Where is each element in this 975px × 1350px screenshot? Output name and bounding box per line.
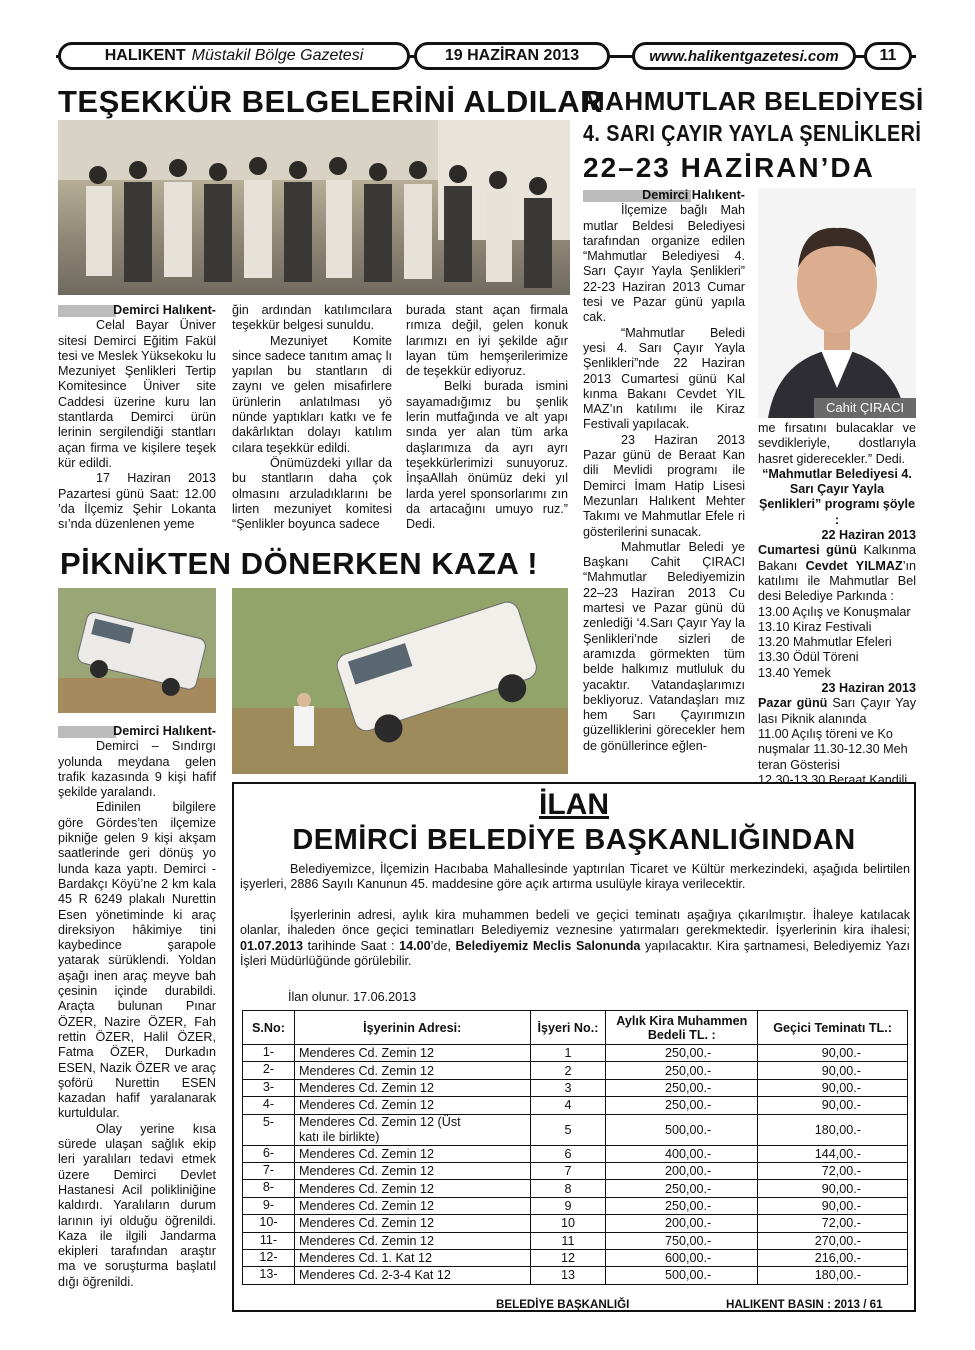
program-day1-text-a: Kalkınma Bakanı — [758, 543, 916, 573]
program-day1-item-5: 13.40 Yemek — [758, 665, 831, 680]
program-day1-text-b: ’ın katılımı ile Mahmutlar Bel desi Belediye Parkında : — [758, 558, 916, 604]
ilan-cell-no: 4 — [530, 1097, 606, 1114]
ilan-cell-no: 1 — [530, 1045, 606, 1062]
ilan-cell-no: 5 — [530, 1114, 606, 1145]
ilan-cell-rent: 250,00.- — [606, 1097, 758, 1114]
article1-col2-p3: Önümüzdeki yıllar da bu stantların daha çok olmasını arzuladıklarını be lirten mezuniyet komitesi “Şenlikler boyunca sadece — [232, 455, 392, 532]
ilan-cell-address: Menderes Cd. Zemin 12 — [294, 1097, 530, 1114]
ilan-cell-no: 3 — [530, 1079, 606, 1096]
website: www.halikentgazetesi.com — [649, 47, 839, 65]
ilan-cell-address: Menderes Cd. Zemin 12 — [294, 1145, 530, 1162]
ilan-cell-no: 9 — [530, 1197, 606, 1214]
program-title: “Mahmutlar Belediyesi 4. Sarı Çayır Yayla Şenlikleri” programı şöyle : — [758, 466, 916, 527]
ilan-cell-address: Menderes Cd. Zemin 12 — [294, 1197, 530, 1214]
ilan-table-row — [243, 1162, 908, 1179]
ilan-cell-sno: 4- — [243, 1097, 295, 1114]
program-day2-text: Sarı Çayır Yay lası Piknik alanında — [758, 696, 916, 726]
ilan-cell-rent: 400,00.- — [606, 1145, 758, 1162]
ilan-cell-sno: 12- — [243, 1249, 295, 1266]
ilan-reference: HALIKENT BASIN : 2013 / 61 — [726, 1298, 883, 1311]
ilan-cell-deposit: 72,00.- — [758, 1215, 908, 1232]
article1-col2-p2: Mezuniyet Komite since sadece tanıtım amaç lı yapılan bu stantların di zaynı ve gelen misafirlere ürünlerin anlatılması yö nünde yaptıkları katkı ve fe dakârlıktan dolayı katılım cılara teşekkür edildi. — [232, 333, 392, 455]
ilan-cell-no: 6 — [530, 1145, 606, 1162]
ilan-cell-address: Menderes Cd. 1. Kat 12 — [294, 1249, 530, 1266]
ilan-table-row — [243, 1079, 908, 1096]
ilan-cell-deposit: 180,00.- — [758, 1114, 908, 1145]
ilan-p2-date: 01.07.2013 — [240, 938, 304, 953]
ilan-table-row — [243, 1232, 908, 1249]
ilan-cell-address: Menderes Cd. Zemin 12 — [294, 1162, 530, 1179]
ilan-cell-deposit: 90,00.- — [758, 1180, 908, 1197]
ilan-table-row — [243, 1062, 908, 1079]
ilan-cell-sno: 3- — [243, 1079, 295, 1096]
ilan-cell-address: Menderes Cd. Zemin 12 — [294, 1232, 530, 1249]
ilan-cell-rent: 250,00.- — [606, 1079, 758, 1096]
accident-photo-1-image — [58, 588, 216, 713]
ilan-cell-deposit: 90,00.- — [758, 1097, 908, 1114]
ilan-table-row — [243, 1114, 908, 1145]
page-number: 11 — [879, 47, 897, 64]
ilan-cell-sno: 13- — [243, 1267, 295, 1284]
ilan-p2-place: Belediyemiz Meclis Salonunda — [455, 938, 641, 953]
accident-photo-2-image — [232, 588, 568, 774]
article3-colA-p2: “Mahmutlar Beledi yesi 4. Sarı Çayır Yayla Şenlikleri”nde 22 Haziran 2013 Cumartesi günü Kal kınma Bakanı Cevdet YIL MAZ’ın katılımı ile Kiraz Festivali yapılacak. — [583, 325, 745, 432]
website-pill — [632, 42, 856, 70]
portrait-photo — [758, 188, 916, 418]
ilan-posted-date: İlan olunur. 17.06.2013 — [288, 990, 417, 1004]
ilan-cell-rent: 250,00.- — [606, 1062, 758, 1079]
ilan-cell-address: Menderes Cd. Zemin 12 — [294, 1079, 530, 1096]
ilan-cell-rent: 200,00.- — [606, 1215, 758, 1232]
article2-p2: Edinilen bilgilere göre Gördes’ten ilçemize pikniğe gelen 9 kişi akşam saatlerinde geri dönüş yo lunda kaza yaptı. Demirci - Bardakçı Köyü’ne 2 km kala 45 R 6249 plakalı Nurettin Esen yönetiminde ki araç direksiyon hâkimiye tini kaybedince şarapole yatarak sürüklendi. Yoldan aşağı inen araç meyve bah çesinin içinde durabildi. Araçta bulunan Pınar ÖZER, Nazire ÖZER, Fah rettin ÖZER, Halil ÖZER, Fatma ÖZER, Durkadın ESEN, Nazik ÖZER ve araç şoförü Nurettin ESEN kazadan hafif yaralanarak kurtuldular. — [58, 800, 216, 1121]
article1-column-2 — [232, 303, 392, 532]
ilan-table-row — [243, 1249, 908, 1266]
ilan-cell-deposit: 270,00.- — [758, 1232, 908, 1249]
ilan-cell-no: 7 — [530, 1162, 606, 1179]
ilan-table-row — [243, 1145, 908, 1162]
paper-subtitle: Müstakil Bölge Gazetesi — [191, 47, 364, 64]
accident-photo-2 — [232, 588, 568, 774]
ilan-cell-sno: 5- — [243, 1114, 295, 1145]
ilan-cell-address: Menderes Cd. Zemin 12 — [294, 1062, 530, 1079]
ilan-cell-rent: 500,00.- — [606, 1267, 758, 1284]
ilan-cell-no: 2 — [530, 1062, 606, 1079]
program-day1-name: Cevdet YILMAZ — [805, 558, 903, 573]
ilan-cell-deposit: 90,00.- — [758, 1062, 908, 1079]
ilan-cell-deposit: 90,00.- — [758, 1197, 908, 1214]
ilan-cell-no: 13 — [530, 1267, 606, 1284]
ilan-cell-rent: 600,00.- — [606, 1249, 758, 1266]
issue-date: 19 HAZİRAN 2013 — [444, 47, 580, 64]
ilan-cell-no: 10 — [530, 1215, 606, 1232]
ilan-table-row — [243, 1045, 908, 1062]
ilan-table-header-row — [243, 1011, 908, 1045]
paper-name: HALIKENT — [104, 47, 186, 64]
ilan-th-no: İşyeri No.: — [530, 1011, 606, 1045]
article2-headline: PİKNİKTEN DÖNERKEN KAZA ! — [60, 546, 539, 581]
ilan-cell-sno: 6- — [243, 1145, 295, 1162]
ilan-table-row — [243, 1197, 908, 1214]
program-day2-item-2: 12.30-13.30 Beraat Kandili — [758, 772, 908, 787]
article1-col1-p1: Celal Bayar Üniver sitesi Demirci Eğitim Fakül tesi ve Meslek Yüksekoku lu Mezuniyet Şenlikleri Tertip Komitesince Üniver site Caddesi üzerine kuru lan stantlarda Demirci ürün lerinin sergilendiği stantları açan firma ve kişilere teşek kür edildi. — [58, 318, 216, 470]
program-day1-item-1: 13.00 Açılış ve Konuşmalar — [758, 604, 911, 619]
program-day1-item-4: 13.30 Ödül Töreni — [758, 650, 859, 665]
ilan-cell-address: Menderes Cd. Zemin 12 — [294, 1045, 530, 1062]
portrait-caption: Cahit ÇIRACI — [814, 398, 916, 418]
ilan-cell-no: 8 — [530, 1180, 606, 1197]
program-day2-desc — [758, 696, 916, 727]
article1-col2-p1: ğin ardından katılımcılara teşekkür belgesi sunuldu. — [232, 303, 392, 333]
article2-byline: Demirci Halıkent- — [58, 724, 216, 739]
article3-column-a — [583, 188, 745, 754]
ilan-cell-address: Menderes Cd. 2-3-4 Kat 12 — [294, 1267, 530, 1284]
ilan-cell-address: Menderes Cd. Zemin 12 — [294, 1215, 530, 1232]
ilan-cell-rent: 250,00.- — [606, 1197, 758, 1214]
program-day1-title: 22 Haziran 2013 — [821, 528, 916, 543]
ilan-p2-time: 14.00 — [399, 938, 431, 953]
article1-col1-p2: 17 Haziran 2013 Pazartesi günü Saat: 12.00 ’da İlçemiz Şehir Lokanta sı’nda düzenlenen yeme — [58, 471, 216, 532]
ilan-cell-rent: 250,00.- — [606, 1180, 758, 1197]
ilan-cell-sno: 1- — [243, 1045, 295, 1062]
ilan-paragraph-2 — [240, 908, 910, 970]
article1-headline: TEŞEKKÜR BELGELERİNİ ALDILAR — [58, 84, 604, 119]
ilan-cell-rent: 250,00.- — [606, 1045, 758, 1062]
ilan-th-address: İşyerinin Adresi: — [294, 1011, 530, 1045]
program-day1-item-3: 13.20 Mahmutlar Efeleri — [758, 635, 892, 650]
ilan-cell-rent: 500,00.- — [606, 1114, 758, 1145]
ilan-table-body — [243, 1045, 908, 1285]
article3-colB-p1: me fırsatını bulacaklar ve sevdikleriyle, dostlarıyla hasret giderecekler.” Dedi. — [758, 421, 916, 466]
ilan-cell-deposit: 72,00.- — [758, 1162, 908, 1179]
article3-column-b — [758, 421, 916, 788]
program-day1-desc — [758, 543, 916, 604]
ilan-cell-deposit: 216,00.- — [758, 1249, 908, 1266]
ilan-p2-c: ’de, — [430, 938, 456, 953]
article3-headline-1: MAHMUTLAR BELEDİYESİ — [583, 86, 924, 116]
accident-photo-1 — [58, 588, 216, 713]
ilan-th-rent: Aylık Kira Muhammen Bedeli TL. : — [606, 1011, 758, 1045]
article3-headline-3: 22–23 HAZİRAN’DA — [583, 152, 875, 183]
ilan-table — [242, 1010, 908, 1285]
ilan-cell-sno: 9- — [243, 1197, 295, 1214]
page-number-pill — [864, 42, 912, 70]
ilan-title: İLAN — [539, 788, 609, 821]
ilan-cell-address: Menderes Cd. Zemin 12 — [294, 1180, 530, 1197]
ilan-table-row — [243, 1097, 908, 1114]
ilan-cell-address: Menderes Cd. Zemin 12 (Üst katı ile birlikte) — [294, 1114, 530, 1145]
article3-colA-p4: Mahmutlar Beledi ye Başkanı Cahit ÇIRACI “Mahmutlar Belediyemizin 22–23 Haziran 2013 Cu martesi ve Pazar günü dü zenlediği ‘4.Sarı Çayır Yay la Şenlikleri’nde sizleri de aramızda görmekten tüm belde halkımız mutluluk du yacaktır. Vatandaşlarımızı bekliyoruz. Vatandaşları mız hem Sarı Çayırımızın güzelliklerini görecekler hem de gönüllerince eğlen- — [583, 539, 745, 753]
article2-p3: Olay yerine kısa sürede ulaşan sağlık ekip leri yaralıları tedavi etmek üzere Demirci Devlet Hastanesi Acil polikliniğine kaldırdı. Yaralıların durum larının iyi olduğu öğrenildi. Kaza ile ilgili Jandarma ekipleri tarafından araştır ma ve soruşturma başlatıl dığı öğrenildi. — [58, 1121, 216, 1289]
program-day2-title: 23 Haziran 2013 — [821, 681, 916, 696]
ilan-table-row — [243, 1215, 908, 1232]
ilan-cell-deposit: 180,00.- — [758, 1267, 908, 1284]
article1-column-3 — [406, 303, 568, 532]
group-photo-image — [58, 120, 570, 295]
article3-colA-p3: 23 Haziran 2013 Pazar günü de Beraat Kan dili Mevlidi programı ile Demirci İmam Hatip Lisesi Mezunları Halıkent Mehter Takımı ve Mahmutlar Efele ri gösterilerini sunacak. — [583, 432, 745, 539]
ilan-cell-sno: 2- — [243, 1062, 295, 1079]
ilan-cell-sno: 8- — [243, 1180, 295, 1197]
ilan-signature: BELEDİYE BAŞKANLIĞI — [496, 1298, 630, 1311]
article2-column — [58, 724, 216, 1290]
issue-date-pill — [414, 42, 610, 70]
program-day2-day: Pazar günü — [758, 696, 828, 711]
article3-headline-2: 4. SARI ÇAYIR YAYLA ŞENLİKLERİ — [583, 120, 922, 146]
ilan-cell-deposit: 144,00.- — [758, 1145, 908, 1162]
article1-col3-p1: burada stant açan firmala rımıza değil, gelen konuk larımızı en iyi şekilde ağır layan tüm hemşerilerimize de teşekkür ediyoruz. — [406, 303, 568, 379]
ilan-paragraph-1: Belediyemizce, İlçemizin Hacıbaba Mahallesinde yaptırılan Ticaret ve Kültür merkezindeki, aşağıda belirtilen işyerleri, 2886 Sayılı Kanunun 45. maddesine göre açık artırma usulüyle kiraya verilecektir. — [240, 862, 910, 892]
ilan-cell-deposit: 90,00.- — [758, 1079, 908, 1096]
ilan-subtitle: DEMİRCİ BELEDİYE BAŞKANLIĞINDAN — [292, 824, 856, 856]
article1-column-1 — [58, 303, 216, 532]
ilan-th-sno: S.No: — [243, 1011, 295, 1045]
ilan-cell-rent: 200,00.- — [606, 1162, 758, 1179]
paper-name-pill — [58, 42, 410, 70]
article3-colA-p1: İlçemize bağlı Mah mutlar Beldesi Belediyesi tarafından organize edilen “Mahmutlar Belediyesi 4. Sarı Çayır Yayla Şenlikleri” 22-23 Haziran 2013 Cumar tesi ve Pazar günü yapıla cak. — [583, 203, 745, 325]
ilan-box — [232, 782, 916, 1312]
ilan-table-row — [243, 1180, 908, 1197]
ilan-table-row — [243, 1267, 908, 1284]
ilan-cell-deposit: 90,00.- — [758, 1045, 908, 1062]
program-day2-item-1: 11.00 Açılış töreni ve Ko nuşmalar 11.30-12.30 Meh teran Gösterisi — [758, 726, 908, 772]
ilan-cell-sno: 7- — [243, 1162, 295, 1179]
ilan-p2-b: tarihinde Saat : — [303, 938, 400, 953]
ilan-th-deposit: Geçici Teminatı TL.: — [758, 1011, 908, 1045]
ilan-p2-d: yapılacaktır. Kira şartnamesi, Belediyemiz Yazı İşleri Müdürlüğünde görülebilir. — [240, 938, 910, 969]
article1-byline: Demirci Halıkent- — [58, 303, 216, 318]
portrait-photo-image — [758, 188, 916, 418]
article3-byline: Demirci Halıkent- — [583, 188, 745, 203]
ilan-cell-no: 11 — [530, 1232, 606, 1249]
article2-p1: Demirci – Sındırgı yolunda meydana gelen trafik kazasında 9 kişi hafif şekilde yaralandı. — [58, 739, 216, 800]
ilan-p2-a: İşyerlerinin adresi, aylık kira muhammen bedeli ve geçici teminatı aşağıya çıkarılmıştır. İhaleye katılacak olanlar, ihaleden önce geçici teminatları Belediyemiz veznesine yatırmaları gerekmektedir. İşyerlerinin kira ihalesi; — [240, 908, 910, 938]
ilan-cell-no: 12 — [530, 1249, 606, 1266]
article1-col3-p2: Belki burada ismini sayamadığımız bu şenlik lerin mutfağında ve alt yapı sında yer alan tüm arka daşlarımıza da ayrı ayrı teşekkürlerimizi sunuyoruz. İnşaAllah önümüz deki yıl larda yerel sponsorlarımı zın da artacağını umuyo ruz.” Dedi. — [406, 379, 568, 532]
ilan-cell-sno: 10- — [243, 1215, 295, 1232]
ilan-cell-rent: 750,00.- — [606, 1232, 758, 1249]
ilan-cell-sno: 11- — [243, 1232, 295, 1249]
group-photo — [58, 120, 570, 295]
program-day1-item-2: 13.10 Kiraz Festivali — [758, 619, 872, 634]
program-day1-day: Cumartesi günü — [758, 543, 857, 558]
